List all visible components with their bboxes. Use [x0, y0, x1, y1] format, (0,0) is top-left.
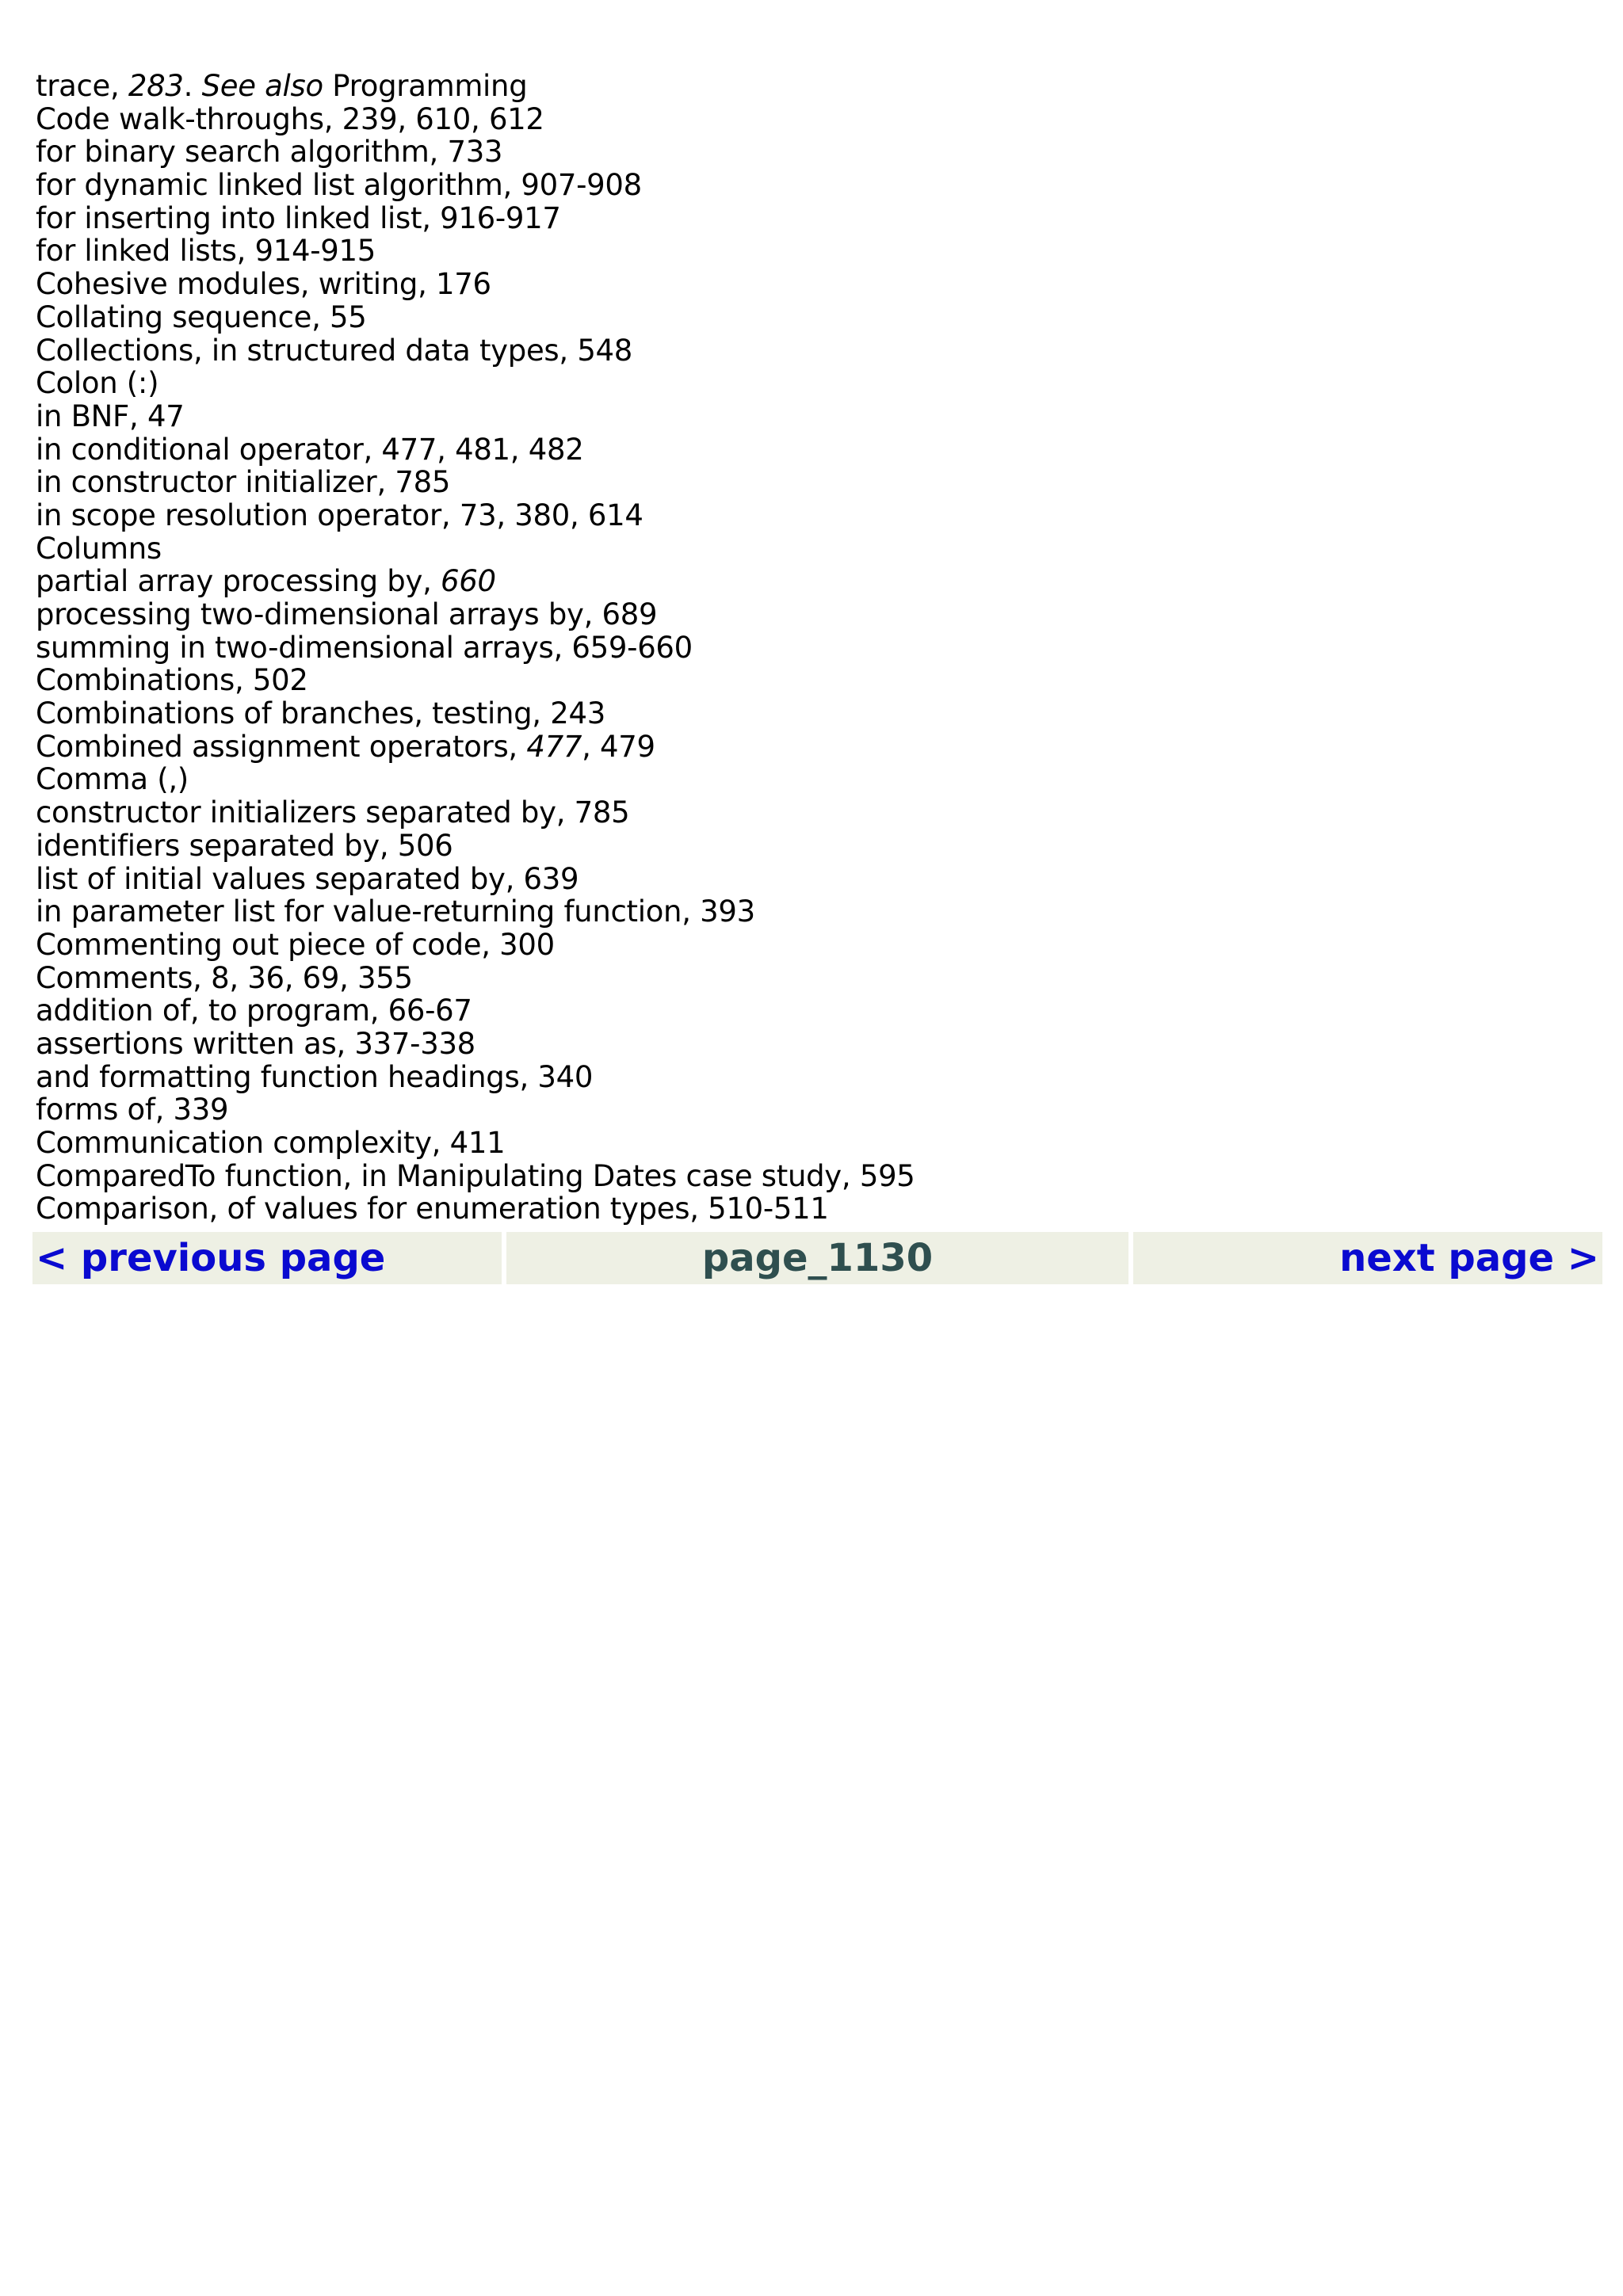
page-number-cell — [506, 1232, 1128, 1284]
index-entry-list — [36, 70, 1589, 1226]
index-entry-text: Programming — [323, 69, 528, 103]
index-entry-text: in constructor initializer, 785 — [36, 465, 451, 500]
previous-page-cell — [32, 1232, 502, 1284]
index-entry — [36, 796, 1589, 830]
index-entry-text: Cohesive modules, writing, 176 — [36, 267, 491, 302]
index-entry-text: partial array processing by, — [36, 564, 441, 599]
index-entry-text: addition of, to program, 66-67 — [36, 994, 472, 1028]
index-entry-text: summing in two-dimensional arrays, 659-660 — [36, 630, 693, 665]
index-entry — [36, 598, 1589, 631]
index-entry — [36, 863, 1589, 896]
index-entry-text: constructor initializers separated by, 785 — [36, 795, 630, 830]
index-entry-text: and formatting function headings, 340 — [36, 1059, 594, 1094]
index-entry-text: forms of, 339 — [36, 1093, 229, 1127]
index-entry-text: ComparedTo function, in Manipulating Dates case study, 595 — [36, 1158, 915, 1193]
index-entry-text: Combinations of branches, testing, 243 — [36, 696, 605, 731]
next-page-link[interactable]: next page > — [1339, 1236, 1599, 1280]
index-entry — [36, 697, 1589, 730]
index-entry — [36, 1192, 1589, 1226]
index-entry-text: Combinations, 502 — [36, 663, 308, 698]
index-entry — [36, 532, 1589, 566]
index-entry — [36, 895, 1589, 929]
index-entry — [36, 1093, 1589, 1127]
index-entry-text: identifiers separated by, 506 — [36, 828, 453, 863]
index-entry — [36, 268, 1589, 301]
index-entry-text: Comma (,) — [36, 762, 189, 797]
index-entry-text: , 479 — [582, 729, 655, 764]
index-entry — [36, 235, 1589, 268]
index-entry-text: list of initial values separated by, 639 — [36, 861, 579, 896]
index-entry — [36, 1028, 1589, 1061]
index-entry-text: in BNF, 47 — [36, 399, 185, 433]
index-entry — [36, 1061, 1589, 1094]
index-entry-text: in parameter list for value-returning function, 393 — [36, 894, 755, 929]
index-entry-text: Collections, in structured data types, 548 — [36, 333, 633, 368]
index-entry-text: in conditional operator, 477, 481, 482 — [36, 432, 584, 467]
index-entry — [36, 994, 1589, 1028]
index-entry-text: Comments, 8, 36, 69, 355 — [36, 960, 413, 995]
previous-page-link[interactable]: < previous page — [36, 1236, 386, 1280]
index-entry-text: assertions written as, 337-338 — [36, 1026, 475, 1061]
index-entry — [36, 202, 1589, 235]
index-entry-italic-text: 660 — [441, 564, 496, 599]
index-entry-text: in scope resolution operator, 73, 380, 614 — [36, 498, 643, 532]
index-entry-text: Colon (:) — [36, 366, 159, 401]
index-entry — [36, 830, 1589, 863]
index-entry — [36, 929, 1589, 962]
index-entry — [36, 664, 1589, 697]
index-entry — [36, 169, 1589, 202]
index-entry-text: Comparison, of values for enumeration types, 510-511 — [36, 1192, 829, 1226]
index-entry — [36, 70, 1589, 103]
index-entry — [36, 565, 1589, 598]
index-entry — [36, 763, 1589, 796]
index-entry-italic-text: See also — [201, 69, 323, 103]
index-entry-text: Combined assignment operators, — [36, 729, 527, 764]
index-entry — [36, 103, 1589, 136]
index-entry — [36, 433, 1589, 467]
index-entry-text: Communication complexity, 411 — [36, 1126, 506, 1160]
index-entry-text: for binary search algorithm, 733 — [36, 135, 503, 170]
index-entry-text: Commenting out piece of code, 300 — [36, 927, 555, 962]
index-entry — [36, 135, 1589, 169]
index-entry — [36, 962, 1589, 995]
index-entry — [36, 301, 1589, 334]
index-entry-text: Code walk-throughs, 239, 610, 612 — [36, 101, 544, 136]
index-entry-text: Columns — [36, 531, 162, 566]
index-entry-text: processing two-dimensional arrays by, 689 — [36, 597, 658, 631]
page-number-label: page_1130 — [701, 1236, 934, 1280]
index-entry — [36, 1160, 1589, 1193]
index-entry-text: . — [183, 69, 202, 103]
index-entry-text: for dynamic linked list algorithm, 907-908 — [36, 168, 642, 203]
index-entry-text: for inserting into linked list, 916-917 — [36, 200, 561, 235]
index-entry — [36, 400, 1589, 433]
index-entry — [36, 730, 1589, 764]
index-entry-italic-text: 283 — [128, 69, 184, 103]
index-entry — [36, 334, 1589, 368]
page-navigation-bar — [32, 1232, 1607, 1284]
index-entry — [36, 367, 1589, 400]
index-entry-italic-text: 477 — [526, 729, 582, 764]
index-entry — [36, 1127, 1589, 1160]
next-page-cell — [1133, 1232, 1602, 1284]
index-entry-text: Collating sequence, 55 — [36, 299, 367, 334]
index-entry — [36, 466, 1589, 499]
index-entry-text: for linked lists, 914-915 — [36, 234, 376, 269]
index-entry-text: trace, — [36, 69, 128, 103]
index-entry — [36, 631, 1589, 665]
index-entry — [36, 499, 1589, 532]
